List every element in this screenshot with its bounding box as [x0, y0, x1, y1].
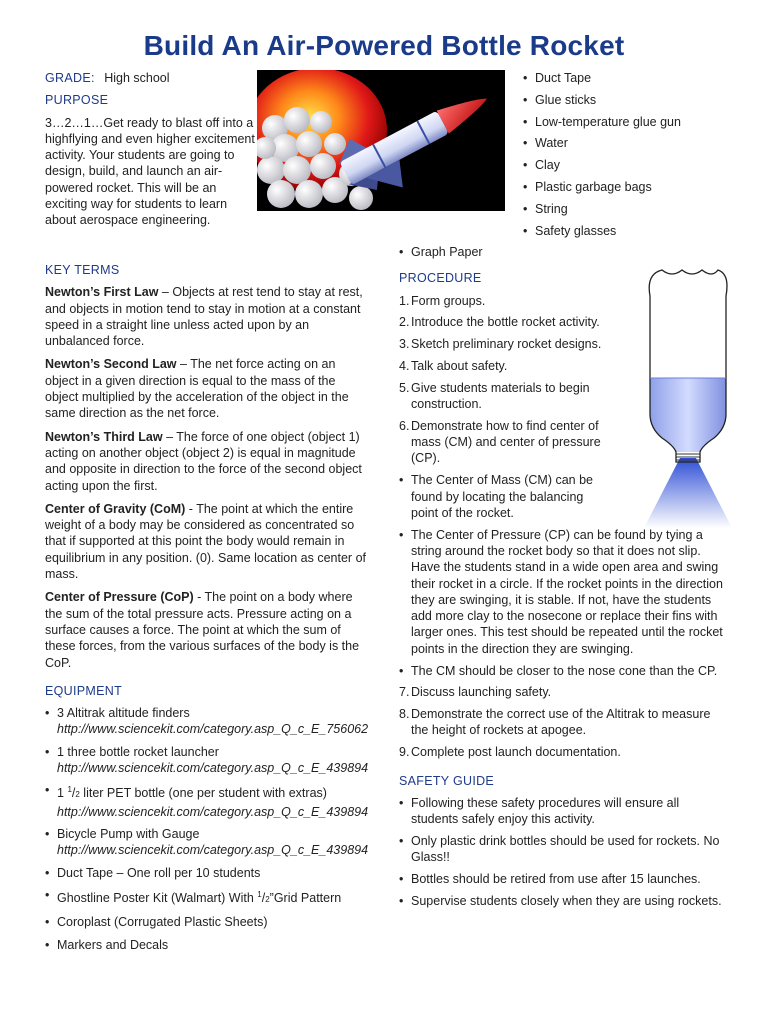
equipment-link[interactable]: http://www.sciencekit.com/category.asp_Q_c_E_439894	[57, 804, 369, 819]
equipment-item: • Ghostline Poster Kit (Walmart) With $^1$/2”Grid Pattern	[45, 887, 367, 908]
purpose-text: 3…2…1…Get ready to blast off into a highflying and even higher excitement activity. Your students are going to design, build, and launch an air-powered rocket. This will be an exciting way for students to learn about aerospace engineering.	[45, 115, 255, 228]
equipment-link[interactable]: http://www.sciencekit.com/category.asp_Q_c_E_439894	[57, 843, 369, 858]
material-item: • Water	[523, 135, 738, 151]
key-term-item: Newton’s First Law – Objects at rest tend to stay at rest, and objects in motion tend to stay in motion at a constant speed in a straight line unless acted upon by an unbalanced force.	[45, 285, 363, 349]
key-term-definition: The force of one object (object 1) acting on another object (object 2) is equal in magnitude and opposite in direction to the force of the second object acting upon the first.	[45, 429, 362, 493]
procedure-heading: PROCEDURE	[399, 271, 482, 286]
key-terms-list	[45, 284, 367, 671]
procedure-step: 3. Sketch preliminary rocket designs.	[399, 337, 602, 352]
key-term-item: Newton’s Third Law – The force of one object (object 1) acting on another object (object 2) is equal in magnitude and opposite in direction to the force of the second object acting upon the first.	[45, 429, 362, 493]
procedure-step: 6. Demonstrate how to find center of mass (CM) and center of pressure (CP).	[399, 418, 601, 466]
safety-item: • Bottles should be retired from use after 15 launches.	[399, 871, 729, 887]
equipment-link[interactable]: http://www.sciencekit.com/category.asp_Q_c_E_439894	[57, 761, 369, 776]
procedure-step: 1. Form groups.	[399, 293, 486, 308]
material-item: • Graph Paper	[399, 244, 729, 260]
equipment-item: • Markers and Decals	[45, 937, 367, 953]
materials-list	[523, 70, 738, 239]
key-term-definition: The point at which the entire weight of a body may be considered as concentrated so that if supported at this point the body would remain in equilibrium in any position. (0). Same location as center of mass.	[45, 501, 366, 582]
safety-list	[399, 795, 729, 909]
page-title: Build An Air-Powered Bottle Rocket	[143, 30, 625, 61]
key-term-definition: The point on a body where the sum of the total pressure acts. Pressure acting on a surface causes a force. The point at which the sum of these forces, from the various surfaces of the body is the CoP.	[45, 590, 360, 670]
safety-item: • Supervise students closely when they are using rockets.	[399, 893, 729, 909]
equipment-heading: EQUIPMENT	[45, 683, 123, 698]
grade-line	[45, 70, 257, 86]
equipment-link[interactable]: http://www.sciencekit.com/category.asp_Q_c_E_756062	[57, 722, 369, 737]
material-item: • Clay	[523, 157, 738, 173]
equipment-item: • 1 $^1$/2 liter PET bottle (one per student with extras) http://www.sciencekit.com/category.asp_Q_c_E_439894	[45, 782, 367, 820]
key-term-name: Center of Pressure (CoP)	[45, 590, 194, 605]
equipment-item: • Duct Tape – One roll per 10 students	[45, 865, 367, 881]
bottle-illustration	[636, 266, 740, 528]
equipment-item: • 1 three bottle rocket launcher http://www.sciencekit.com/category.asp_Q_c_E_439894	[45, 744, 367, 777]
key-term-item: Newton’s Second Law – The net force acting on an object in a given direction is equal to the mass of the object multiplied by the acceleration of the object in the same direction as the net force.	[45, 357, 349, 421]
purpose-heading: PURPOSE	[45, 93, 109, 108]
equipment-item: • 3 Altitrak altitude finders http://www.sciencekit.com/category.asp_Q_c_E_756062	[45, 705, 367, 738]
key-terms-heading: KEY TERMS	[45, 263, 120, 277]
key-term-name: Newton’s Third Law	[45, 429, 163, 444]
intro-block	[45, 70, 257, 229]
key-term-name: Center of Gravity (CoM)	[45, 501, 186, 516]
material-item: • String	[523, 201, 738, 217]
safety-item: • Only plastic drink bottles should be used for rockets. No Glass!!	[399, 833, 729, 866]
procedure-steps	[399, 293, 613, 467]
key-term-item: Center of Gravity (CoM) - The point at which the entire weight of a body may be considered as concentrated so that if supported at this point the body would remain in equilibrium in any position. (0). Same location as center of mass.	[45, 501, 366, 582]
procedure-step: 2. Introduce the bottle rocket activity.	[399, 315, 600, 330]
key-term-definition: Objects at rest tend to stay at rest, and objects in motion tend to stay in motion at a constant speed in a straight line unless acted upon by an unbalanced force.	[45, 285, 363, 349]
material-item: • Glue sticks	[523, 92, 738, 108]
graph-paper-list	[399, 244, 729, 260]
materials-block	[523, 70, 738, 244]
left-column	[45, 262, 367, 959]
key-term-definition: The net force acting on an object in a given direction is equal to the mass of the object multiplied by the acceleration of the object in the same direction as the net force.	[45, 357, 349, 421]
procedure-step: 5. Give students materials to begin construction.	[399, 380, 590, 412]
key-term-item: Center of Pressure (CoP) - The point on a body where the sum of the total pressure acts. Pressure acting on a surface causes a force. The point at which the sum of these forces, from the various surfaces of the body is the CoP.	[45, 590, 360, 670]
procedure-steps-continued	[399, 684, 729, 760]
procedure-step: 4. Talk about safety.	[399, 358, 508, 373]
key-term-name: Newton’s Second Law	[45, 357, 177, 372]
key-term-name: Newton’s First Law	[45, 285, 159, 300]
procedure-note: • The Center of Mass (CM) can be found by locating the balancing point of the rocket.	[399, 472, 611, 521]
procedure-note: • The CM should be closer to the nose cone than the CP.	[399, 663, 729, 679]
procedure-step: 7. Discuss launching safety.	[399, 685, 552, 700]
equipment-list	[45, 705, 367, 953]
grade-label: GRADE:	[45, 71, 95, 85]
procedure-step: 9. Complete post launch documentation.	[399, 745, 621, 760]
safety-item: • Following these safety procedures will ensure all students safely enjoy this activity.	[399, 795, 729, 828]
rocket-illustration	[257, 70, 505, 211]
equipment-item: • Coroplast (Corrugated Plastic Sheets)	[45, 914, 367, 930]
grade-value: High school	[104, 71, 170, 85]
equipment-item: • Bicycle Pump with Gauge http://www.sciencekit.com/category.asp_Q_c_E_439894	[45, 826, 367, 859]
material-item: • Safety glasses	[523, 223, 738, 239]
safety-heading: SAFETY GUIDE	[399, 773, 495, 788]
material-item: • Duct Tape	[523, 70, 738, 86]
bottle-rocket-icon	[636, 266, 740, 528]
procedure-step: 8. Demonstrate the correct use of the Altitrak to measure the height of rockets at apogee.	[399, 707, 711, 738]
material-item: • Low-temperature glue gun	[523, 114, 738, 130]
procedure-note: • The Center of Pressure (CP) can be found by tying a string around the rocket body so that it does not slip. Have the students stand in a wide open area and swing their rocket in a circle. If the rocket points in the direction they are swinging, it is stable. If not, have the students add more clay to the nosecone or replace their fins with larger ones. This test should be repeated until the rocket points in the direction they are swinging.	[399, 527, 729, 657]
rocket-image	[257, 70, 505, 211]
material-item: • Plastic garbage bags	[523, 179, 738, 195]
